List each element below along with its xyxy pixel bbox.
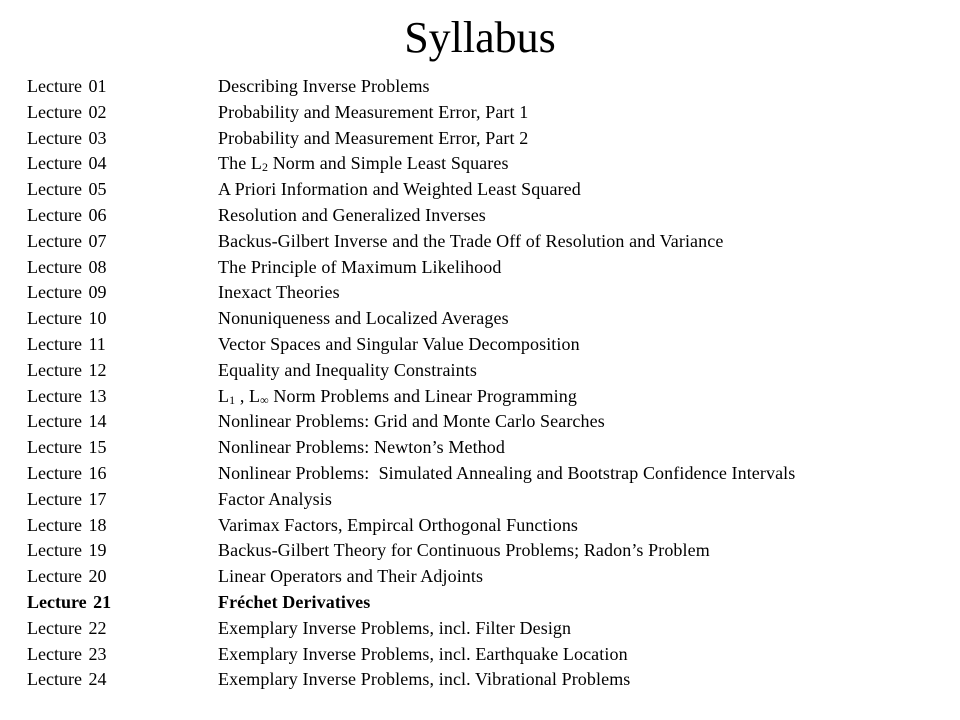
lecture-row xyxy=(27,358,947,384)
lecture-number: Lecture 04 xyxy=(27,153,107,174)
lecture-number: Lecture 03 xyxy=(27,127,107,148)
page-title: Syllabus xyxy=(404,13,556,62)
lecture-title xyxy=(218,384,577,410)
lecture-row xyxy=(27,538,947,564)
lecture-row xyxy=(27,564,947,590)
lecture-list xyxy=(27,74,947,693)
lecture-number: Lecture 20 xyxy=(27,566,107,587)
lecture-title: Fréchet Derivatives xyxy=(218,591,371,612)
lecture-row xyxy=(27,513,947,539)
lecture-number: Lecture 13 xyxy=(27,385,107,406)
lecture-title-text: Norm and Simple Least Squares xyxy=(268,153,509,174)
lecture-title: Describing Inverse Problems xyxy=(218,76,430,96)
lecture-title-text: , L xyxy=(235,385,261,406)
lecture-title: Vector Spaces and Singular Value Decomposition xyxy=(218,333,580,354)
lecture-title: Nonlinear Problems: Simulated Annealing and Bootstrap Confidence Intervals xyxy=(218,462,796,483)
lecture-number: Lecture 19 xyxy=(27,540,107,561)
lecture-title: Probability and Measurement Error, Part 2 xyxy=(218,127,529,148)
lecture-title-text: L xyxy=(218,385,230,406)
lecture-title: Probability and Measurement Error, Part 1 xyxy=(218,101,529,122)
lecture-row xyxy=(27,384,947,410)
lecture-number: Lecture 10 xyxy=(27,308,107,329)
subscript-infinity: ∞ xyxy=(260,392,269,407)
lecture-title: Exemplary Inverse Problems, incl. Vibrational Problems xyxy=(218,669,631,690)
subscript-one: 1 xyxy=(229,392,236,407)
lecture-row xyxy=(27,409,947,435)
lecture-title: Equality and Inequality Constraints xyxy=(218,359,477,380)
lecture-number: Lecture 02 xyxy=(27,101,107,122)
lecture-row xyxy=(27,126,947,152)
lecture-row-current xyxy=(27,590,947,616)
lecture-title-text: Norm Problems and Linear Programming xyxy=(268,385,577,406)
lecture-title: Inexact Theories xyxy=(218,282,340,303)
lecture-row xyxy=(27,74,947,100)
lecture-number: Lecture 18 xyxy=(27,514,107,535)
lecture-number: Lecture 11 xyxy=(27,333,106,354)
lecture-number: Lecture 07 xyxy=(27,230,107,251)
lecture-number: Lecture 21 xyxy=(27,591,112,612)
lecture-title: Varimax Factors, Empircal Orthogonal Functions xyxy=(218,514,579,535)
lecture-title: Resolution and Generalized Inverses xyxy=(218,204,486,225)
lecture-row xyxy=(27,435,947,461)
lecture-number: Lecture 12 xyxy=(27,359,107,380)
lecture-row xyxy=(27,151,947,177)
lecture-title-text: The L xyxy=(218,153,262,174)
lecture-number: Lecture 01 xyxy=(27,76,107,96)
lecture-number: Lecture 06 xyxy=(27,204,107,225)
lecture-number: Lecture 23 xyxy=(27,643,107,664)
lecture-number: Lecture 15 xyxy=(27,437,107,458)
lecture-row xyxy=(27,203,947,229)
lecture-number: Lecture 08 xyxy=(27,256,107,277)
lecture-title: A Priori Information and Weighted Least Squared xyxy=(218,179,581,200)
lecture-title: The Principle of Maximum Likelihood xyxy=(218,256,502,277)
lecture-title: Exemplary Inverse Problems, incl. Filter Design xyxy=(218,617,572,638)
lecture-title: Nonlinear Problems: Newton’s Method xyxy=(218,437,505,458)
lecture-title: Exemplary Inverse Problems, incl. Earthquake Location xyxy=(218,643,628,664)
lecture-number: Lecture 22 xyxy=(27,617,107,638)
lecture-number: Lecture 09 xyxy=(27,282,107,303)
lecture-row xyxy=(27,229,947,255)
lecture-row xyxy=(27,100,947,126)
lecture-row xyxy=(27,280,947,306)
lecture-number: Lecture 16 xyxy=(27,462,107,483)
lecture-title xyxy=(218,151,509,177)
lecture-row xyxy=(27,332,947,358)
lecture-title: Backus-Gilbert Inverse and the Trade Off of Resolution and Variance xyxy=(218,230,724,251)
lecture-title: Nonuniqueness and Localized Averages xyxy=(218,308,509,329)
lecture-row xyxy=(27,306,947,332)
subscript-two: 2 xyxy=(261,160,269,175)
lecture-title: Linear Operators and Their Adjoints xyxy=(218,566,484,587)
lecture-number: Lecture 14 xyxy=(27,411,107,432)
lecture-row xyxy=(27,667,947,693)
lecture-row xyxy=(27,255,947,281)
lecture-row xyxy=(27,177,947,203)
lecture-row xyxy=(27,487,947,513)
lecture-row xyxy=(27,461,947,487)
lecture-row xyxy=(27,642,947,668)
lecture-number: Lecture 17 xyxy=(27,488,107,509)
lecture-title: Factor Analysis xyxy=(218,488,332,509)
lecture-title: Nonlinear Problems: Grid and Monte Carlo Searches xyxy=(218,411,605,432)
lecture-row xyxy=(27,616,947,642)
lecture-number: Lecture 24 xyxy=(27,669,107,690)
lecture-number: Lecture 05 xyxy=(27,179,107,200)
lecture-title: Backus-Gilbert Theory for Continuous Problems; Radon’s Problem xyxy=(218,540,710,561)
